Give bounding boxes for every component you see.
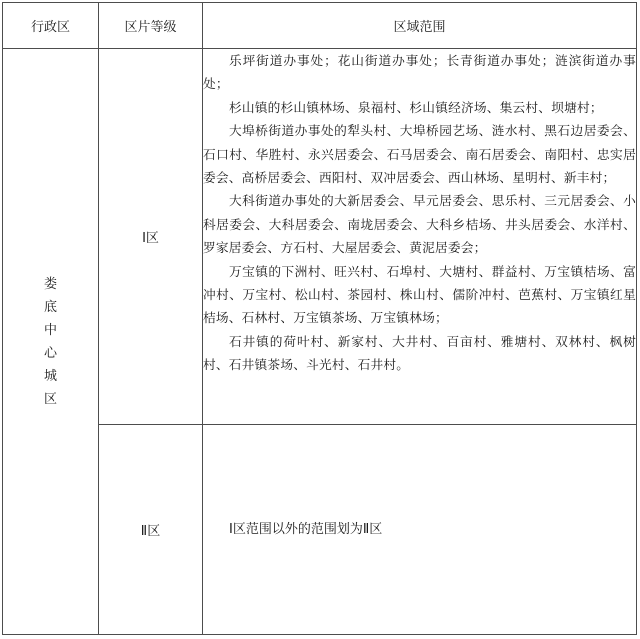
district-cell xyxy=(3,49,99,635)
table-row-level-2 xyxy=(3,425,637,635)
header-zone-level: 区片等级 xyxy=(99,3,203,49)
range-paragraph: 大埠桥街道办事处的犁头村、大埠桥园艺场、涟水村、黑石边居委会、石口村、华胜村、永兴居委会、石马居委会、南石居委会、南阳村、忠实居委会、高桥居委会、西阳村、双冲居委会、西山林场、星明村、新丰村； xyxy=(203,123,636,186)
district-name: 娄底中心城区 xyxy=(43,276,57,407)
range-description: Ⅰ区范围以外的范围划为Ⅱ区 xyxy=(229,522,383,537)
land-zone-table xyxy=(2,2,637,635)
range-paragraph: 大科街道办事处的大新居委会、早元居委会、思乐村、三元居委会、小科居委会、大科居委会、南垅居委会、大科乡桔场、井头居委会、水洋村、罗家居委会、方石村、大屋居委会、黄泥居委会； xyxy=(203,193,636,256)
header-row xyxy=(3,3,637,49)
table-row-level-1 xyxy=(3,49,637,425)
zone-range-1 xyxy=(203,49,637,425)
zone-level-2: Ⅱ区 xyxy=(99,425,203,635)
range-paragraph: 杉山镇的杉山镇林场、泉福村、杉山镇经济场、集云村、坝塘村； xyxy=(229,99,603,115)
range-paragraph: 万宝镇的下洲村、旺兴村、石埠村、大塘村、群益村、万宝镇桔场、富冲村、万宝村、松山村、茶园村、株山村、儒阶冲村、芭蕉村、万宝镇红星桔场、石林村、万宝镇茶场、万宝镇林场； xyxy=(203,263,636,326)
header-zone-range: 区域范围 xyxy=(203,3,637,49)
header-district: 行政区 xyxy=(3,3,99,49)
range-paragraph: 石井镇的荷叶村、新家村、大井村、百亩村、雅塘村、双林村、枫树村、石井镇茶场、斗光村、石井村。 xyxy=(203,333,636,373)
zone-range-2 xyxy=(203,425,637,635)
range-paragraph: 乐坪街道办事处；花山街道办事处；长青街道办事处；涟滨街道办事处； xyxy=(203,53,636,92)
zone-level-1: Ⅰ区 xyxy=(99,49,203,425)
